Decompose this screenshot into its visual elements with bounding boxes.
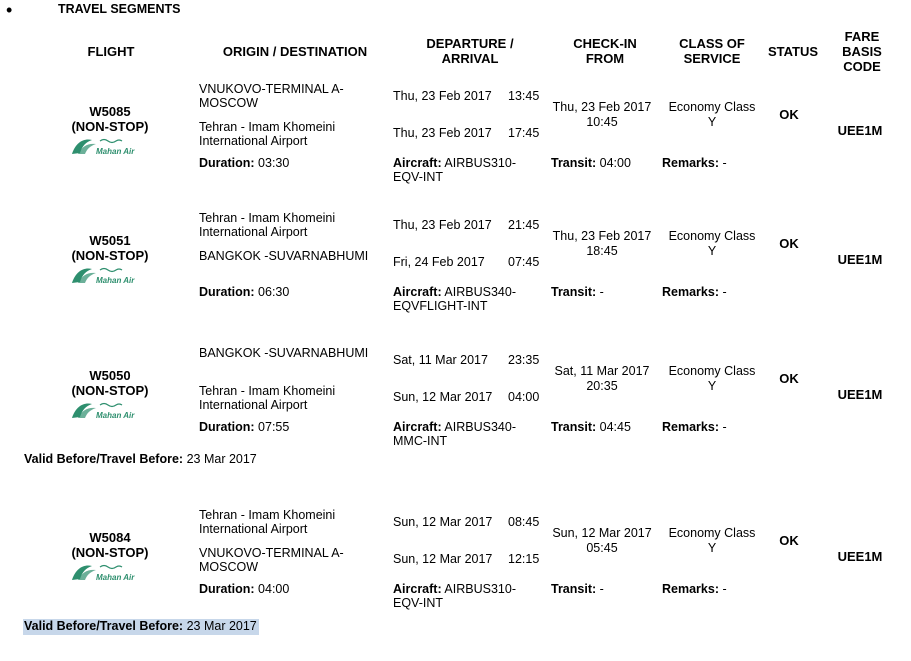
origin-line-1: VNUKOVO-TERMINAL A-: [199, 82, 344, 96]
destination-line-2: International Airport: [199, 134, 308, 148]
validity-line-1: [24, 452, 257, 467]
transit: [551, 156, 631, 171]
class-code: Y: [707, 541, 717, 555]
bullet-icon: •: [6, 0, 13, 20]
remarks-label: Remarks:: [662, 156, 719, 170]
fare-basis-code: UEE1M: [837, 123, 883, 138]
duration: [199, 420, 289, 435]
arrival-time: 07:45: [508, 255, 540, 269]
departure-date: Thu, 23 Feb 2017: [393, 218, 492, 232]
aircraft-label: Aircraft:: [393, 156, 442, 170]
destination-line-1: Tehran - Imam Khomeini: [199, 384, 336, 398]
mahan-air-logo: [70, 136, 135, 158]
destination-line-1: Tehran - Imam Khomeini: [199, 120, 336, 134]
destination-line-2: MOSCOW: [199, 560, 259, 574]
header-code: CODE: [843, 59, 881, 74]
aircraft-value-2: EQVFLIGHT-INT: [393, 299, 488, 313]
remarks-value: -: [722, 420, 727, 434]
remarks-label: Remarks:: [662, 420, 719, 434]
flight-type: (NON-STOP): [71, 383, 149, 398]
transit-label: Transit:: [551, 582, 597, 596]
duration-value: 03:30: [258, 156, 290, 170]
header-checkin: CHECK-IN: [573, 36, 637, 51]
header-arrival: ARRIVAL: [441, 51, 499, 66]
remarks-value: -: [722, 285, 727, 299]
aircraft: [393, 156, 516, 171]
checkin-date: Sun, 12 Mar 2017: [552, 526, 652, 540]
duration-value: 04:00: [258, 582, 290, 596]
flight-number: W5050: [89, 368, 131, 383]
destination-line-1: BANGKOK -SUVARNABHUMI: [199, 249, 369, 263]
logo-text: Mahan Air: [96, 573, 135, 582]
aircraft: [393, 420, 516, 435]
validity-label: Valid Before/Travel Before:: [24, 452, 184, 466]
remarks-value: -: [722, 582, 727, 596]
destination-line-2: International Airport: [199, 398, 308, 412]
arrival-time: 17:45: [508, 126, 540, 140]
origin-line-1: BANGKOK -SUVARNABHUMI: [199, 346, 369, 360]
aircraft-value: AIRBUS340-: [444, 285, 516, 299]
validity-date: 23 Mar 2017: [186, 452, 257, 466]
aircraft-value: AIRBUS310-: [444, 582, 516, 596]
class-code: Y: [707, 379, 717, 393]
transit-value: -: [599, 285, 604, 299]
checkin-date: Sat, 11 Mar 2017: [554, 364, 650, 378]
duration-value: 07:55: [258, 420, 290, 434]
origin-line-1: Tehran - Imam Khomeini: [199, 211, 336, 225]
arrival-time: 04:00: [508, 390, 540, 404]
duration: [199, 285, 289, 300]
class-of-service: Economy Class: [668, 229, 756, 243]
destination-line-1: VNUKOVO-TERMINAL A-: [199, 546, 344, 560]
checkin-time: 20:35: [586, 379, 618, 393]
header-checkin-from: FROM: [585, 51, 625, 66]
header-class: CLASS OF: [679, 36, 745, 51]
flight-type: (NON-STOP): [71, 248, 149, 263]
mahan-air-logo: [70, 265, 135, 287]
mahan-air-logo: [70, 400, 135, 422]
header-fare: FARE: [844, 29, 880, 44]
transit-label: Transit:: [551, 420, 597, 434]
duration: [199, 582, 289, 597]
duration-label: Duration:: [199, 285, 255, 299]
remarks: [662, 156, 727, 171]
departure-date: Sun, 12 Mar 2017: [393, 515, 493, 529]
class-code: Y: [707, 244, 717, 258]
class-of-service: Economy Class: [668, 364, 756, 378]
checkin-time: 05:45: [586, 541, 618, 555]
logo-text: Mahan Air: [96, 147, 135, 156]
transit: [551, 582, 604, 597]
validity-label: Valid Before/Travel Before:: [24, 619, 184, 633]
origin-line-2: International Airport: [199, 225, 308, 239]
logo-text: Mahan Air: [96, 411, 135, 420]
fare-basis-code: UEE1M: [837, 549, 883, 564]
aircraft-value: AIRBUS340-: [444, 420, 516, 434]
aircraft-value-2: EQV-INT: [393, 170, 444, 184]
header-departure: DEPARTURE /: [426, 36, 514, 51]
remarks-label: Remarks:: [662, 285, 719, 299]
aircraft-value-2: MMC-INT: [393, 434, 448, 448]
remarks-value: -: [722, 156, 727, 170]
checkin-date: Thu, 23 Feb 2017: [552, 100, 652, 114]
flight-type: (NON-STOP): [71, 119, 149, 134]
header-basis: BASIS: [842, 44, 882, 59]
transit-label: Transit:: [551, 285, 597, 299]
class-of-service: Economy Class: [668, 526, 756, 540]
departure-time: 21:45: [508, 218, 540, 232]
flight-type: (NON-STOP): [71, 545, 149, 560]
duration-value: 06:30: [258, 285, 290, 299]
class-code: Y: [707, 115, 717, 129]
departure-date: Sat, 11 Mar 2017: [393, 353, 488, 367]
section-title: TRAVEL SEGMENTS: [58, 2, 181, 16]
status-badge: OK: [779, 107, 799, 122]
header-origin-destination: ORIGIN / DESTINATION: [222, 44, 368, 59]
flight-number: W5084: [89, 530, 131, 545]
departure-time: 08:45: [508, 515, 540, 529]
status-badge: OK: [779, 533, 799, 548]
arrival-date: Thu, 23 Feb 2017: [393, 126, 492, 140]
checkin-date: Thu, 23 Feb 2017: [552, 229, 652, 243]
arrival-time: 12:15: [508, 552, 540, 566]
origin-line-1: Tehran - Imam Khomeini: [199, 508, 336, 522]
flight-number: W5085: [89, 104, 131, 119]
validity-line-2: [23, 619, 259, 635]
status-badge: OK: [779, 371, 799, 386]
aircraft-label: Aircraft:: [393, 285, 442, 299]
transit-label: Transit:: [551, 156, 597, 170]
transit-value: 04:45: [599, 420, 631, 434]
duration: [199, 156, 289, 171]
remarks: [662, 285, 727, 300]
header-flight: FLIGHT: [87, 44, 135, 59]
remarks: [662, 420, 727, 435]
flight-number: W5051: [89, 233, 131, 248]
departure-time: 23:35: [508, 353, 540, 367]
origin-line-2: MOSCOW: [199, 96, 259, 110]
duration-label: Duration:: [199, 420, 255, 434]
aircraft-value: AIRBUS310-: [444, 156, 516, 170]
transit: [551, 285, 604, 300]
checkin-time: 10:45: [586, 115, 618, 129]
departure-time: 13:45: [508, 89, 540, 103]
aircraft: [393, 582, 516, 597]
logo-text: Mahan Air: [96, 276, 135, 285]
arrival-date: Sun, 12 Mar 2017: [393, 390, 493, 404]
remarks: [662, 582, 727, 597]
transit-value: 04:00: [599, 156, 631, 170]
aircraft-label: Aircraft:: [393, 582, 442, 596]
origin-line-2: International Airport: [199, 522, 308, 536]
duration-label: Duration:: [199, 156, 255, 170]
remarks-label: Remarks:: [662, 582, 719, 596]
aircraft-label: Aircraft:: [393, 420, 442, 434]
arrival-date: Sun, 12 Mar 2017: [393, 552, 493, 566]
validity-date: 23 Mar 2017: [186, 619, 257, 633]
arrival-date: Fri, 24 Feb 2017: [393, 255, 485, 269]
checkin-time: 18:45: [586, 244, 618, 258]
aircraft: [393, 285, 516, 300]
duration-label: Duration:: [199, 582, 255, 596]
transit-value: -: [599, 582, 604, 596]
header-service: SERVICE: [683, 51, 741, 66]
status-badge: OK: [779, 236, 799, 251]
fare-basis-code: UEE1M: [837, 387, 883, 402]
mahan-air-logo: [70, 562, 135, 584]
class-of-service: Economy Class: [668, 100, 756, 114]
header-status: STATUS: [767, 44, 819, 59]
fare-basis-code: UEE1M: [837, 252, 883, 267]
departure-date: Thu, 23 Feb 2017: [393, 89, 492, 103]
transit: [551, 420, 631, 435]
aircraft-value-2: EQV-INT: [393, 596, 444, 610]
